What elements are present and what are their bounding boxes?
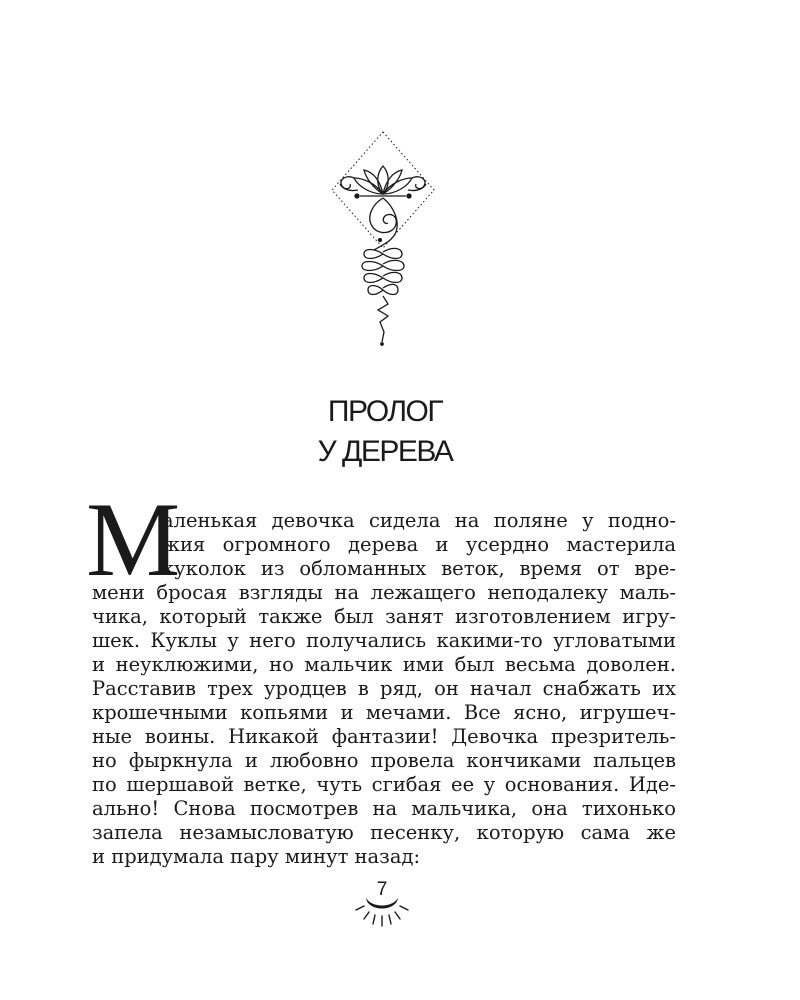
paragraph-line: и неуклюжими, но мальчик ими был весьма доволен.	[92, 653, 676, 676]
page-number: 7	[376, 879, 388, 900]
paragraph-line: мени бросая взгляды на лежащего неподалеку маль-	[92, 581, 676, 604]
page-footer	[352, 878, 412, 938]
paragraph-line: ально! Снова посмотрев на мальчика, она тихонько	[92, 797, 676, 820]
paragraph-line: крошечными копьями и мечами. Все ясно, игрушеч-	[92, 701, 676, 724]
crescent-moon-icon	[352, 896, 412, 932]
chapter-title-line-1: ПРОЛОГ	[327, 395, 443, 428]
paragraph-line: и придумала пару минут назад:	[92, 845, 421, 868]
drop-cap: М	[86, 481, 181, 598]
paragraph-line: куколок из обломанных веток, время от вре-	[162, 557, 676, 580]
paragraph-line: аленькая девочка сидела на поляне у подно-	[162, 509, 676, 532]
paragraph-line: ные воины. Никакой фантазии! Девочка презритель-	[92, 725, 676, 748]
paragraph-line: шек. Куклы у него получались какими-то угловатыми	[92, 629, 676, 652]
paragraph-line: Расставив трех уродцев в ряд, он начал снабжать их	[92, 677, 676, 700]
chapter-title	[0, 392, 770, 472]
lotus-spiral-ornament-icon	[318, 128, 448, 350]
paragraph-line: запела незамысловатую песенку, которую сама же	[92, 821, 676, 844]
paragraph-line: по шершавой ветке, чуть сгибая ее у основания. Иде-	[92, 773, 676, 796]
paragraph-line: чика, который также был занят изготовлением игру-	[92, 605, 676, 628]
paragraph-line: но фыркнула и любовно провела кончиками пальцев	[92, 749, 676, 772]
chapter-title-line-2: У ДЕРЕВА	[317, 435, 453, 468]
paragraph-line: жия огромного дерева и усердно мастерила	[162, 533, 676, 556]
